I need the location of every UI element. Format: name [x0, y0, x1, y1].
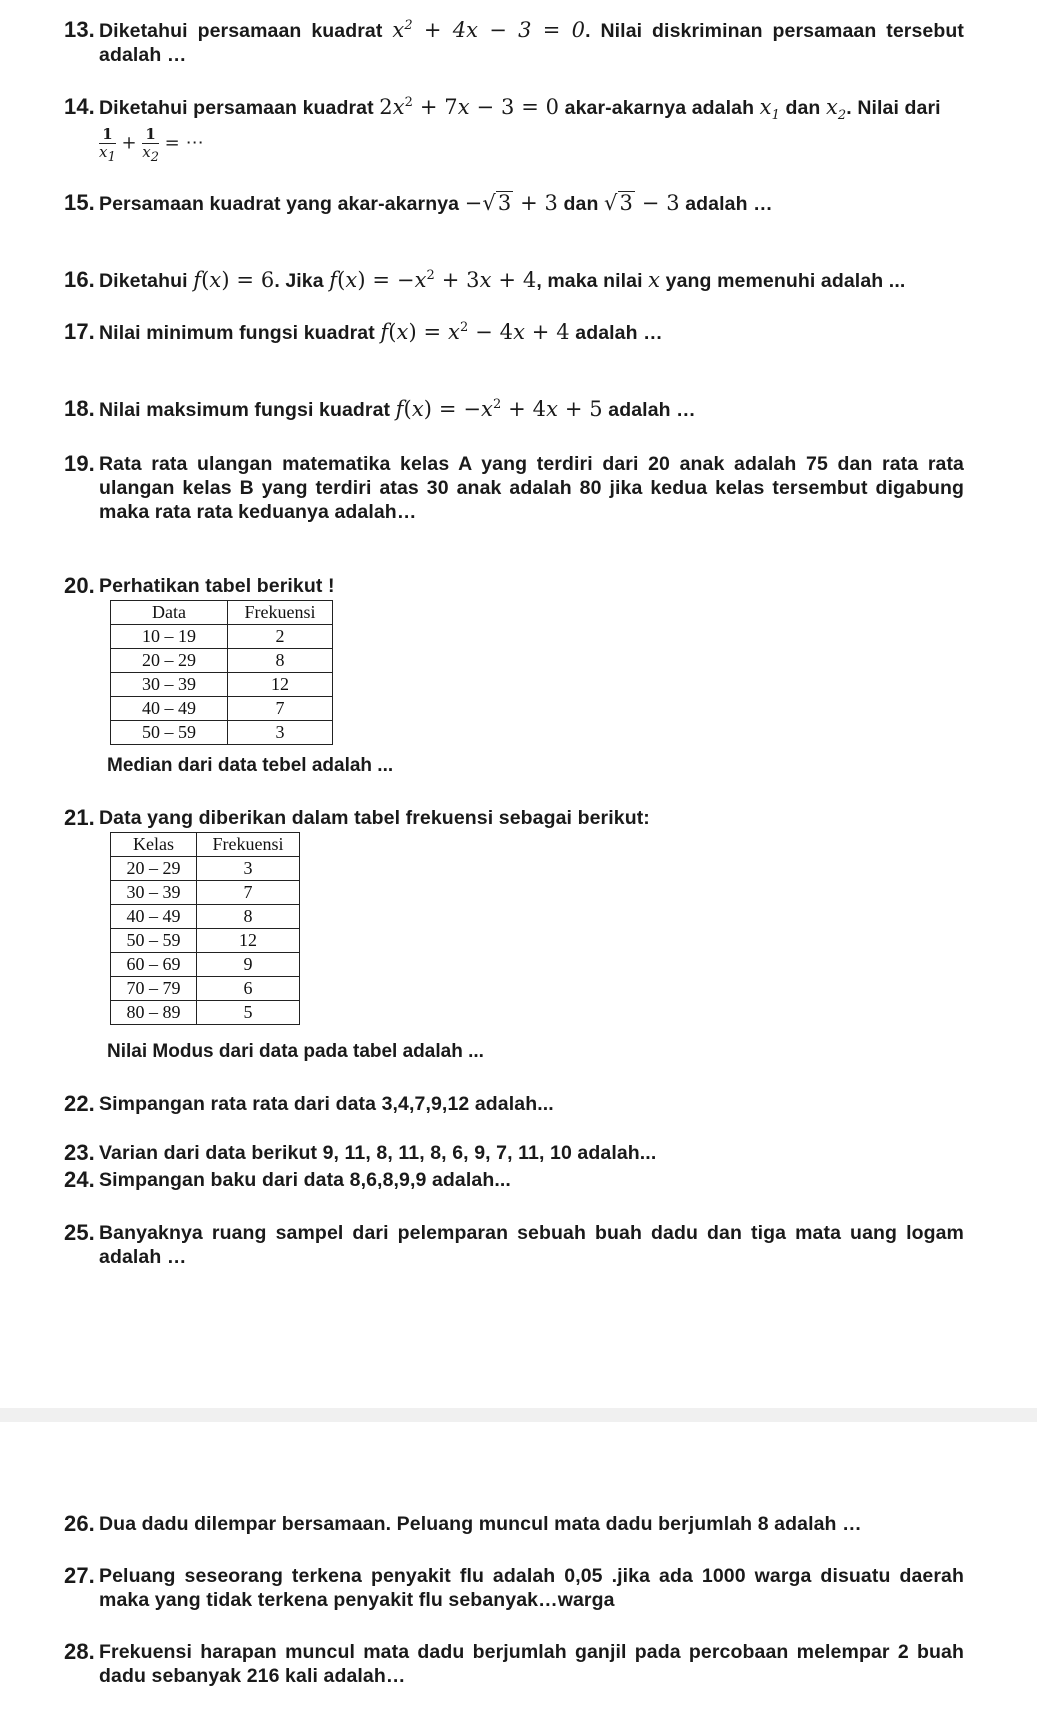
question-28: 28. Frekuensi harapan muncul mata dadu berjumlah ganjil pada percobaan melempar 2 buah dadu sebanyak 216 kali adalah…: [64, 1639, 964, 1687]
question-number: 25.: [64, 1220, 95, 1245]
question-20-prompt: Median dari data tebel adalah ...: [107, 755, 394, 776]
question-number: 20.: [64, 573, 95, 598]
question-number: 21.: [64, 805, 95, 830]
fraction-expression: $\frac{1}{x_1}$ + $\frac{1}{x_2}$ = ⋯: [99, 125, 204, 165]
table-row: 70 – 79 6: [111, 977, 300, 1001]
question-15: 15. Persamaan kuadrat yang akar-akarnya −√3 + 3 dan √3 − 3 adalah …: [64, 190, 773, 215]
question-22: 22. Simpangan rata rata dari data 3,4,7,9,12 adalah...: [64, 1091, 554, 1116]
question-number: 28.: [64, 1639, 95, 1664]
table-row: 50 – 59 12: [111, 929, 300, 953]
question-21-prompt: Nilai Modus dari data pada tabel adalah ...: [107, 1041, 484, 1062]
question-13: 13. Diketahui persamaan kuadrat $x^2 + 4x - 3 = 0$. Nilai diskriminan persamaan tersebut adalah …: [64, 17, 964, 66]
table-row: 30 – 39 12: [111, 673, 333, 697]
frequency-table-20: Data Frekuensi 10 – 19 2 20 – 29 8 30 – 39 12 40 – 49 7 50 – 59 3: [110, 600, 333, 745]
question-number: 14.: [64, 94, 95, 119]
question-number: 24.: [64, 1167, 95, 1192]
table-row: 30 – 39 7: [111, 881, 300, 905]
equation: $2x^2 + 7x - 3 = 0$: [379, 95, 560, 119]
question-21: 21. Data yang diberikan dalam tabel frekuensi sebagai berikut:: [64, 805, 650, 830]
table-row: 50 – 59 3: [111, 721, 333, 745]
table-row: 40 – 49 8: [111, 905, 300, 929]
question-16: 16. Diketahui f(x) = 6. Jika $f(x) = -x^2 + 3x + 4$, maka nilai x yang memenuhi adalah ...: [64, 267, 906, 292]
question-number: 13.: [64, 17, 95, 42]
question-20: 20. Perhatikan tabel berikut !: [64, 573, 335, 598]
question-number: 17.: [64, 319, 95, 344]
question-14: 14. Diketahui persamaan kuadrat $2x^2 + 7x - 3 = 0$ akar-akarnya adalah $x_1$ dan $x_2$. Nilai dari $\frac{1}{x_1}$ + $\frac{1}{x_2}$ = ⋯: [64, 95, 964, 161]
root-1: −√3 + 3: [464, 191, 559, 215]
page-divider: [0, 1408, 1037, 1422]
question-19: 19. Rata rata ulangan matematika kelas A yang terdiri dari 20 anak adalah 75 dan rata rata ulangan kelas B yang terdiri atas 30 anak adalah 80 jika kedua kelas tersembut digabung maka rata rata keduanya adalah…: [64, 451, 964, 523]
question-25: 25. Banyaknya ruang sampel dari pelemparan sebuah buah dadu dan tiga mata uang logam adalah …: [64, 1220, 964, 1268]
question-23: 23. Varian dari data berikut 9, 11, 8, 11, 8, 6, 9, 7, 11, 10 adalah...: [64, 1140, 657, 1165]
question-number: 18.: [64, 396, 95, 421]
table-row: 60 – 69 9: [111, 953, 300, 977]
question-number: 23.: [64, 1140, 95, 1165]
table-row: 80 – 89 5: [111, 1001, 300, 1025]
question-18: 18. Nilai maksimum fungsi kuadrat $f(x) = -x^2 + 4x + 5$ adalah …: [64, 396, 696, 421]
question-number: 26.: [64, 1511, 95, 1536]
question-number: 19.: [64, 451, 95, 476]
question-number: 27.: [64, 1563, 95, 1588]
root-2: √3 − 3: [604, 191, 680, 215]
question-17: 17. Nilai minimum fungsi kuadrat $f(x) = x^2 - 4x + 4$ adalah …: [64, 319, 663, 344]
question-26: 26. Dua dadu dilempar bersamaan. Peluang muncul mata dadu berjumlah 8 adalah …: [64, 1511, 862, 1536]
table-row: 40 – 49 7: [111, 697, 333, 721]
table-row: 20 – 29 3: [111, 857, 300, 881]
question-24: 24. Simpangan baku dari data 8,6,8,9,9 adalah...: [64, 1167, 511, 1192]
question-number: 22.: [64, 1091, 95, 1116]
table-row: 10 – 19 2: [111, 625, 333, 649]
frequency-table-21: Kelas Frekuensi 20 – 29 3 30 – 39 7 40 – 49 8 50 – 59 12 60 – 69 9 70 – 79 6 80 – 89 5: [110, 832, 300, 1025]
question-number: 16.: [64, 267, 95, 292]
equation: $x^2 + 4x - 3 = 0$: [392, 18, 586, 42]
question-27: 27. Peluang seseorang terkena penyakit flu adalah 0,05 .jika ada 1000 warga disuatu daerah maka yang tidak terkena penyakit flu sebanyak…warga: [64, 1563, 964, 1611]
question-number: 15.: [64, 190, 95, 215]
table-row: 20 – 29 8: [111, 649, 333, 673]
